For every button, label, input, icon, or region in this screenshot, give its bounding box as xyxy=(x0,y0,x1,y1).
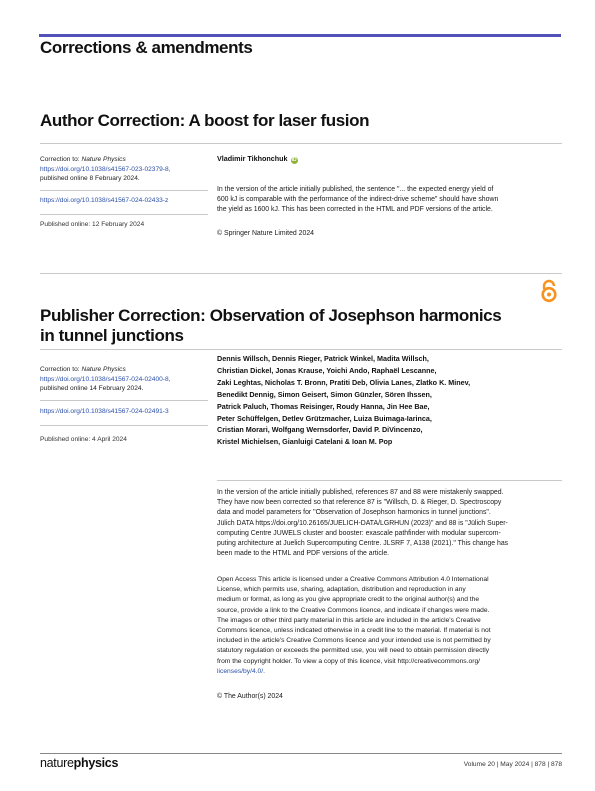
divider xyxy=(40,425,208,426)
correction-to-line: Correction to: Nature Physics xyxy=(40,366,126,373)
header-accent-bar xyxy=(39,34,561,37)
license-line: medium or format, as long as you give appropriate credit to the original author(s) and the xyxy=(217,596,480,604)
divider xyxy=(40,190,208,191)
orcid-icon[interactable]: iD xyxy=(291,157,297,163)
published-online-text: published online 8 February 2024. xyxy=(40,175,140,183)
license-line: Commons licence, unless indicated otherwise in a credit line to the material. If material is not xyxy=(217,627,491,635)
license-line: Open Access This article is licensed under a Creative Commons Attribution 4.0 International xyxy=(217,576,489,583)
author-line: Kristel Michielsen, Gianluigi Catelani & Ioan M. Pop xyxy=(217,437,393,447)
body-line: In the version of the article initially published, the sentence "... the expected energy yield of xyxy=(217,186,494,193)
body-line: been made to the HTML and PDF versions of the article. xyxy=(217,550,390,558)
article2-copyright: © The Author(s) 2024 xyxy=(217,693,283,700)
article2-body xyxy=(217,488,562,559)
license-link[interactable]: licenses/by/4.0/. xyxy=(217,667,265,675)
body-line: puting architecture at Juelich Supercomputing Centre. JLSRF 7, A138 (2021)." This change has xyxy=(217,540,509,548)
correction-link[interactable]: https://doi.org/10.1038/s41567-024-02433-z xyxy=(40,197,169,204)
author-line: Christian Dickel, Jonas Krause, Yoichi Ando, Raphaël Lescanne, xyxy=(217,365,437,375)
license-line: included in the article's Creative Commons licence and your intended use is not permitted by xyxy=(217,637,491,645)
correction-to-link[interactable]: https://doi.org/10.1038/s41567-024-02400-8, xyxy=(40,375,171,383)
author-line: Zaki Leghtas, Nicholas T. Bronn, Pratiti Deb, Olivia Lanes, Zlatko K. Minev, xyxy=(217,377,471,387)
body-line: 600 kJ is comparable with the performance of the indirect-drive scheme" should have shown xyxy=(217,196,499,204)
article2-correction-info xyxy=(40,365,212,394)
divider xyxy=(217,480,562,481)
open-access-statement xyxy=(217,575,562,677)
author-line: Patrick Paluch, Thomas Reisinger, Roudy Hanna, Jin Hee Bae, xyxy=(217,401,430,411)
article2-correction-link-block xyxy=(40,407,212,417)
divider xyxy=(40,143,562,144)
divider xyxy=(40,400,208,401)
author-line: Cristian Morari, Wolfgang Wernsdorfer, David P. DiVincenzo, xyxy=(217,425,423,435)
published-date: Published online: 4 April 2024 xyxy=(40,436,127,443)
author-line: Benedikt Dennig, Simon Geisert, Simon Günzler, Sören Ihssen, xyxy=(217,389,432,399)
author-line: Peter Schüffelgen, Detlev Grützmacher, Luiza Buimaga-Iarinca, xyxy=(217,413,432,423)
body-line: the yield as 1600 kJ. This has been corrected in the HTML and PDF versions of the article. xyxy=(217,206,493,214)
license-line: from the copyright holder. To view a copy of this licence, visit http://creativecommons.org/ xyxy=(217,657,481,665)
article1-correction-info xyxy=(40,155,212,184)
published-date: Published online: 12 February 2024 xyxy=(40,221,145,228)
license-line: statutory regulation or exceeds the permitted use, you will need to obtain permission directly xyxy=(217,647,490,655)
correction-to-link[interactable]: https://doi.org/10.1038/s41567-023-02379-8, xyxy=(40,165,171,173)
journal-logo: naturephysics xyxy=(40,756,119,770)
body-line: They have now been corrected so that reference 87 is "Willsch, D. & Rieger, D. Spectroscopy xyxy=(217,499,502,507)
article2-title-line: Publisher Correction: Observation of Josephson harmonics xyxy=(40,306,502,325)
divider xyxy=(40,349,562,350)
author-line: Dennis Willsch, Dennis Rieger, Patrick Winkel, Madita Willsch, xyxy=(217,354,429,363)
license-line: License, which permits use, sharing, adaptation, distribution and reproduction in any xyxy=(217,586,466,594)
body-line: computing Centre JUWELS cluster and booster: exascale pathfinder with modular supercom- xyxy=(217,529,501,537)
body-line: Jülich DATA https://doi.org/10.26165/JUELICH-DATA/LGRHUN (2023)" and 88 is "Jülich Super- xyxy=(217,519,508,527)
correction-to-line: Correction to: Nature Physics xyxy=(40,156,126,163)
article1-copyright: © Springer Nature Limited 2024 xyxy=(217,230,315,237)
body-line: data and model parameters for "Observation of Josephson harmonics in tunnel junctions". xyxy=(217,509,491,517)
article1-body xyxy=(217,185,562,216)
section-header: Corrections & amendments xyxy=(40,38,253,57)
article1-author: Vladimir Tikhonchuk iD xyxy=(217,154,297,163)
footer-divider xyxy=(40,753,562,754)
article2-title-line: in tunnel junctions xyxy=(40,326,184,345)
license-line: source, provide a link to the Creative Commons licence, and indicate if changes were made. xyxy=(217,606,490,614)
license-line: The images or other third party material in this article are included in the article's Creative xyxy=(217,616,481,624)
body-line: In the version of the article initially published, references 87 and 88 were mistakenly swapped. xyxy=(217,489,504,496)
article2-authors xyxy=(217,353,562,448)
published-online-text: published online 14 February 2024. xyxy=(40,385,144,393)
article1-title: Author Correction: A boost for laser fusion xyxy=(40,111,370,130)
article1-correction-link-block xyxy=(40,196,212,206)
page-info: Volume 20 | May 2024 | 878 | 878 xyxy=(463,761,562,768)
correction-link[interactable]: https://doi.org/10.1038/s41567-024-02491-3 xyxy=(40,408,169,415)
article2-title xyxy=(40,306,540,346)
article-divider xyxy=(40,273,562,274)
open-access-icon xyxy=(540,279,558,303)
divider xyxy=(40,214,208,215)
